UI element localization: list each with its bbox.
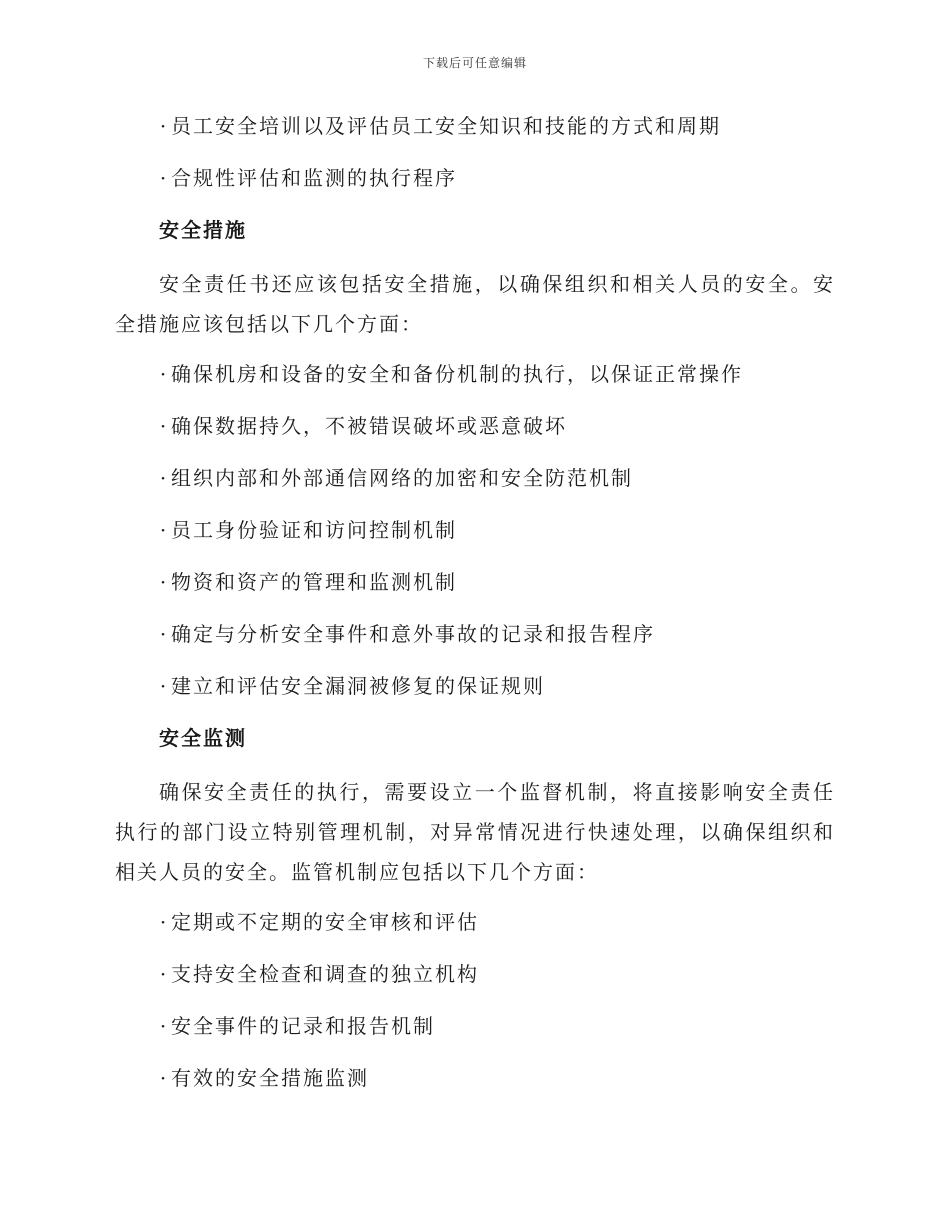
list-item-text: 确定与分析安全事件和意外事故的记录和报告程序 [171,622,655,646]
document-body [115,108,835,1112]
bullet-symbol: · [159,1014,169,1038]
list-item [159,408,835,460]
list-item-text: 组织内部和外部通信网络的加密和安全防范机制 [171,466,633,490]
bullet-symbol: · [159,518,169,542]
bullet-symbol: · [159,622,169,646]
bullet-symbol: · [159,1066,169,1090]
list-item-text: 员工安全培训以及评估员工安全知识和技能的方式和周期 [171,114,721,138]
list-item [159,616,835,668]
header-note: 下载后可任意编辑 [422,56,527,70]
list-item-text: 有效的安全措施监测 [171,1066,369,1090]
list-item-text: 确保机房和设备的安全和备份机制的执行，以保证正常操作 [171,362,743,386]
list-item [159,160,835,212]
list-item [159,956,835,1008]
section-heading-measures: 安全措施 [159,218,247,242]
list-item-text: 物资和资产的管理和监测机制 [171,570,457,594]
list-item-text: 定期或不定期的安全审核和评估 [171,910,479,934]
bullet-symbol: · [159,674,169,698]
bullet-symbol: · [159,910,169,934]
list-item [159,668,835,720]
list-item [159,512,835,564]
list-item [159,460,835,512]
bullet-symbol: · [159,166,169,190]
list-item-text: 员工身份验证和访问控制机制 [171,518,457,542]
bullet-symbol: · [159,962,169,986]
section-paragraph-monitoring: 确保安全责任的执行，需要设立一个监督机制，将直接影响安全责任执行的部门设立特别管理机制，对异常情况进行快速处理，以确保组织和相关人员的安全。监管机制应包括以下几个方面： [115,780,835,884]
bullet-symbol: · [159,114,169,138]
list-item [159,356,835,408]
bullet-symbol: · [159,466,169,490]
list-item-text: 安全事件的记录和报告机制 [171,1014,435,1038]
section-heading-monitoring: 安全监测 [159,726,247,750]
list-item [159,108,835,160]
list-item [159,564,835,616]
list-item-text: 建立和评估安全漏洞被修复的保证规则 [171,674,545,698]
list-item [159,1008,835,1060]
bullet-symbol: · [159,414,169,438]
section-paragraph-measures: 安全责任书还应该包括安全措施，以确保组织和相关人员的安全。安全措施应该包括以下几个方面： [115,272,835,336]
list-item [159,1060,835,1112]
bullet-symbol: · [159,362,169,386]
list-item-text: 支持安全检查和调查的独立机构 [171,962,479,986]
list-item-text: 确保数据持久，不被错误破坏或恶意破坏 [171,414,567,438]
list-item [159,904,835,956]
bullet-symbol: · [159,570,169,594]
list-item-text: 合规性评估和监测的执行程序 [171,166,457,190]
